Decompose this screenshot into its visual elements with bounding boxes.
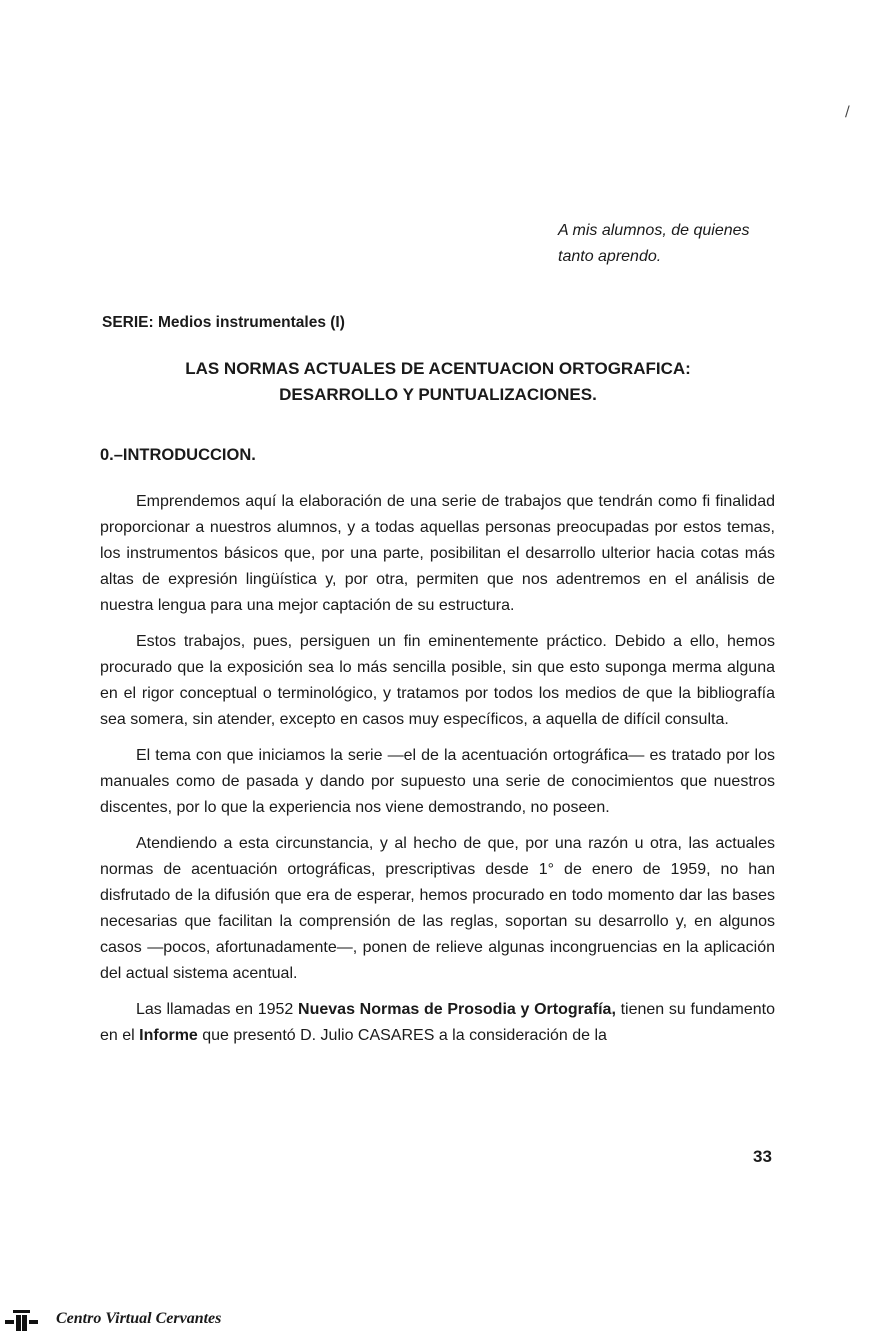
paragraph-5-text-a: Las llamadas en 1952 — [136, 1001, 299, 1018]
paragraph-5-text-e: que presentó D. Julio CASARES a la consideración de la — [197, 1027, 607, 1044]
cervantes-logo-icon — [4, 1306, 52, 1332]
paragraph-4: Atendiendo a esta circunstancia, y al hecho de que, por una razón u otra, las actuales normas de acentuación ortográficas, prescriptivas desde 1° de enero de 1959, no han disfrutado de la difusión que era de esperar, hemos procurado en todo momento dar las bases necesarias que facilitan la comprensión de las reglas, soportan su desarrollo y, en algunos casos —pocos, afortunadamente—, ponen de relieve algunas incongruencias en la aplicación del actual sistema acentual. — [100, 835, 775, 982]
paragraph-2: Estos trabajos, pues, persiguen un fin eminentemente práctico. Debido a ello, hemos procurado que la exposición sea lo más sencilla posible, sin que esto suponga merma alguna en el rigor conceptual o terminológico, y tratamos por todos los medios de que la bibliografía sea somera, sin atender, excepto en casos muy específicos, a aquella de difícil consulta. — [100, 633, 775, 728]
paragraph-5-bold-informe: Informe — [139, 1027, 198, 1044]
paragraph-1: Emprendemos aquí la elaboración de una serie de trabajos que tendrán como fi finalidad proporcionar a nuestros alumnos, y a todas aquellas personas preocupadas por estos temas, los instrumentos básicos que, por una parte, posibilitan el desarrollo ulterior hacia cotas más altas de expresión lingüística y, por otra, permiten que nos adentremos en el análisis de nuestra lengua para una mejor captación de su estructura. — [100, 493, 775, 614]
paragraph-3: El tema con que iniciamos la serie —el de la acentuación ortográfica— es tratado por los manuales como de pasada y dando por supuesto una serie de conocimientos que nuestros discentes, por lo que la experiencia nos viene demostrando, no poseen. — [100, 747, 775, 816]
body-text — [100, 489, 775, 1059]
dedication-line-2: tanto aprendo. — [558, 248, 662, 265]
article-title — [100, 356, 776, 408]
series-label: SERIE: Medios instrumentales (I) — [102, 314, 345, 331]
paragraph-5-bold-norms: Nuevas Normas de Prosodia y Ortografía, — [298, 1001, 616, 1018]
footer — [4, 1306, 221, 1332]
section-heading: 0.–INTRODUCCION. — [100, 446, 256, 464]
dedication-line-1: A mis alumnos, de quienes — [558, 222, 750, 239]
paragraph-5-text-c: tienen su fundamento en el — [100, 1001, 776, 1044]
corner-mark: / — [845, 104, 850, 120]
dedication — [558, 218, 750, 270]
page-number: 33 — [753, 1147, 772, 1166]
footer-text: Centro Virtual Cervantes — [56, 1310, 222, 1327]
title-line-1: LAS NORMAS ACTUALES DE ACENTUACION ORTOGRAFICA: — [185, 359, 691, 378]
paragraph-5 — [100, 997, 775, 1049]
title-line-2: DESARROLLO Y PUNTUALIZACIONES. — [279, 385, 597, 404]
